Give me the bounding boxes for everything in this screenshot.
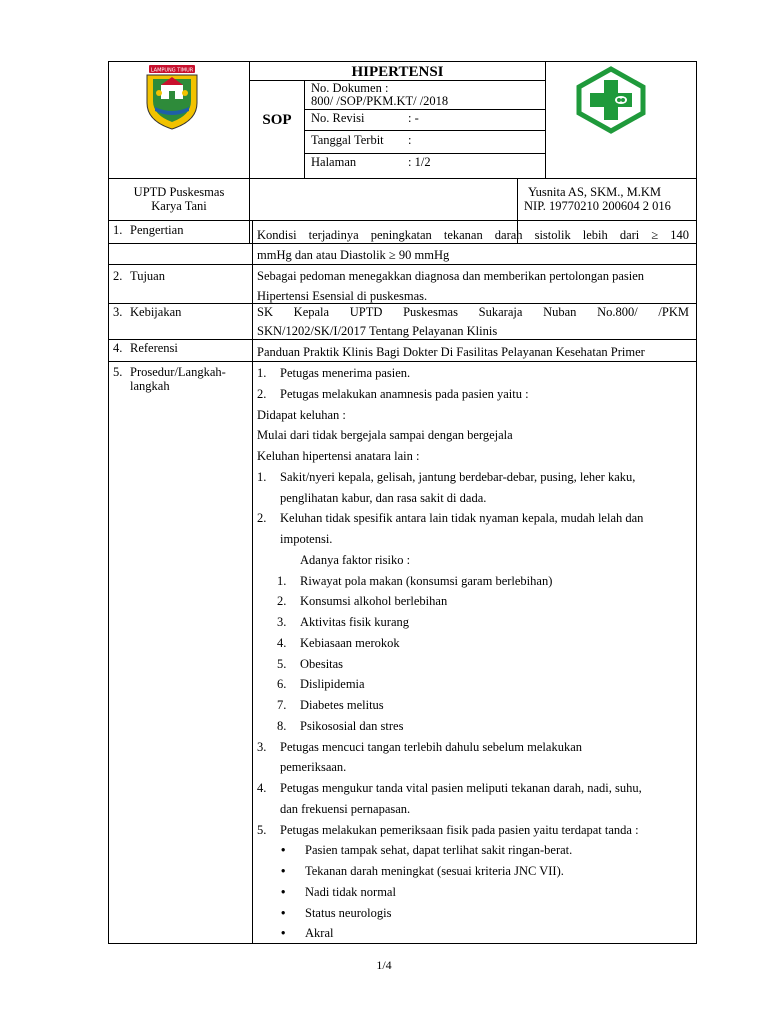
procedure-item [257,550,693,571]
issue-date-label: Tanggal Terbit [311,133,384,147]
procedure-text: Petugas melakukan anamnesis pada pasien yaitu : [280,386,529,401]
page-label: Halaman [311,155,357,169]
list-number: 2. [257,386,267,401]
list-number: 4. [277,635,287,650]
bullet-marker: • [281,926,286,941]
section-label-prosedur-line2: langkah [130,379,170,393]
list-number: 4. [257,781,267,795]
org-name-line2: Karya Tani [151,199,207,213]
list-number: 5. [277,656,287,671]
procedure-item [257,674,693,695]
procedure-text: Mulai dari tidak bergejala sampai dengan bergejala [257,428,513,443]
svg-text:LAMPUNG TIMUR: LAMPUNG TIMUR [150,67,194,74]
list-number: 2. [257,511,267,526]
revision-label: No. Revisi [311,111,365,125]
procedure-text: Adanya faktor risiko : [300,552,411,567]
procedure-item [257,861,693,882]
document-title: HIPERTENSI [351,64,444,80]
section-text-line: Sebagai pedoman menegakkan diagnosa dan memberikan pertolongan pasien [257,269,645,283]
section-label-referensi: Referensi [130,341,178,355]
section-number: 1. [113,223,123,237]
procedure-text: Nadi tidak normal [305,884,396,899]
procedure-text: Petugas menerima pasien. [280,366,411,380]
procedure-item [257,882,693,903]
org-name-line1: UPTD Puskesmas [133,185,225,199]
procedure-item [257,695,693,716]
doc-number-label: No. Dokumen : [311,81,389,95]
list-number: 2. [277,594,287,609]
procedure-item [257,508,693,529]
procedure-text: Psikososial dan stres [300,718,404,733]
regional-emblem-logo [143,63,201,131]
section-text-line: Hipertensi Esensial di puskesmas. [257,289,428,303]
doc-number-value: 800/ /SOP/PKM.KT/ /2018 [311,94,449,108]
list-number: 8. [277,718,287,733]
procedure-text: Keluhan hipertensi anatara lain : [257,449,420,463]
procedure-item [257,716,693,737]
procedure-text: Konsumsi alkohol berlebihan [300,594,448,609]
procedure-item [257,903,693,924]
section-number: 4. [113,341,123,355]
procedure-text: Dislipidemia [300,677,365,692]
procedure-text: Tekanan darah meningkat (sesuai kriteria JNC VII). [305,864,564,878]
bullet-marker: • [281,905,286,920]
section-label-pengertian: Pengertian [130,223,184,237]
section-label-prosedur-line1: Prosedur/Langkah- [130,365,226,379]
section-number: 5. [113,365,123,379]
section-text-line: SK Kepala UPTD Puskesmas Sukaraja Nuban No.800/ /PKM [257,305,689,319]
bullet-marker: • [281,884,286,899]
procedure-item [257,820,693,841]
procedure-text: Obesitas [300,656,344,671]
puskesmas-logo [575,66,647,134]
procedure-text: Keluhan tidak spesifik antara lain tidak nyaman kepala, mudah lelah dan [280,511,644,526]
procedure-text: dan frekuensi pernapasan. [280,801,411,816]
section-text-line: mmHg dan atau Diastolik ≥ 90 mmHg [257,248,450,262]
section-label-tujuan: Tujuan [130,269,165,283]
procedure-item [257,757,693,778]
procedure-item [257,654,693,675]
procedure-text: Diabetes melitus [300,698,384,712]
procedure-item [257,488,693,509]
procedure-text: Petugas mengukur tanda vital pasien meliputi tekanan darah, nadi, suhu, [280,781,642,795]
procedure-text: Petugas mencuci tangan terlebih dahulu sebelum melakukan [280,739,582,754]
procedure-item [257,612,693,633]
procedure-text: Akral [305,926,334,941]
bullet-marker: • [281,864,286,878]
signer-nip: NIP. 19770210 200604 2 016 [524,199,671,213]
procedure-item [257,384,693,405]
section-text-line: SKN/1202/SK/I/2017 Tentang Pelayanan Klinis [257,324,498,338]
procedure-text: Riwayat pola makan (konsumsi garam berlebihan) [300,573,553,588]
issue-date-value: : [408,133,412,147]
procedure-item [257,363,693,384]
procedure-text: Pasien tampak sehat, dapat terlihat sakit ringan-berat. [305,843,573,858]
list-number: 6. [277,677,287,692]
procedure-item [257,840,693,861]
list-number: 5. [257,822,267,837]
procedure-item [257,778,693,799]
procedure-text: Status neurologis [305,905,392,920]
sop-label: SOP [262,112,292,128]
section-text-line: Kondisi terjadinya peningkatan tekanan darah sistolik lebih dari ≥ 140 [257,228,689,242]
procedure-text: Aktivitas fisik kurang [300,615,410,629]
list-number: 1. [257,469,267,484]
revision-value: : - [408,111,419,125]
section-number: 2. [113,269,123,283]
procedure-text: pemeriksaan. [280,760,347,775]
procedure-item [257,425,693,446]
procedure-text: Petugas melakukan pemeriksaan fisik pada pasien yaitu terdapat tanda : [280,822,639,837]
procedure-item [257,571,693,592]
procedure-item [257,529,693,550]
procedure-item [257,591,693,612]
procedure-item [257,923,693,944]
procedure-item [257,405,693,426]
list-number: 7. [277,698,287,712]
list-number: 3. [277,615,287,629]
section-text-line: Panduan Praktik Klinis Bagi Dokter Di Fasilitas Pelayanan Kesehatan Primer [257,345,645,359]
procedure-item [257,633,693,654]
list-number: 1. [277,573,287,588]
list-number: 3. [257,739,267,754]
procedure-text: Sakit/nyeri kepala, gelisah, jantung berdebar-debar, pusing, leher kaku, [280,469,636,484]
procedure-text: penglihatan kabur, dan rasa sakit di dada. [280,490,487,505]
procedure-item [257,467,693,488]
signer-name: Yusnita AS, SKM., M.KM [528,185,662,199]
list-number: 1. [257,366,267,380]
procedure-item [257,737,693,758]
procedure-item [257,446,693,467]
procedure-text: Kebiasaan merokok [300,635,400,650]
bullet-marker: • [281,843,286,858]
section-label-kebijakan: Kebijakan [130,305,182,319]
procedure-text: Didapat keluhan : [257,407,346,422]
section-number: 3. [113,305,123,319]
procedure-item [257,799,693,820]
page-number: 1/4 [376,958,392,972]
procedure-text: impotensi. [280,532,333,546]
page-value: : 1/2 [408,155,431,169]
